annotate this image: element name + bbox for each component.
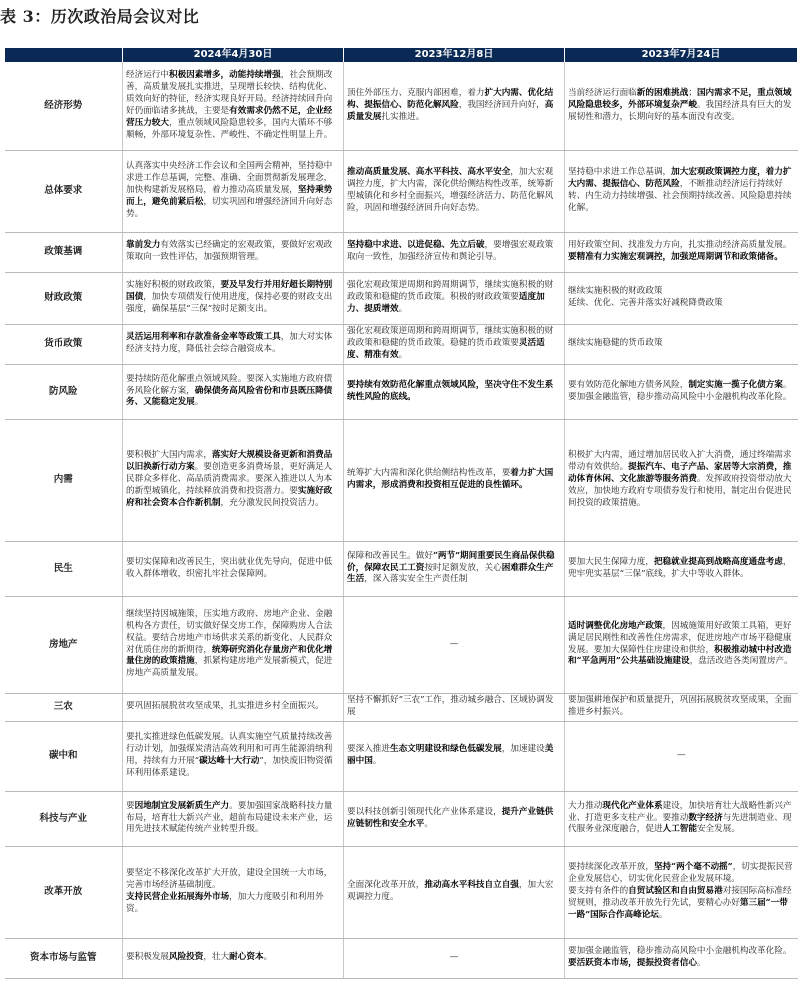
table-row [5,150,798,232]
row-category: 民生 [5,541,123,596]
row-category: 政策基调 [5,232,123,272]
table-cell: 要因地制宜发展新质生产力。要加强国家战略科技力量布局，培育壮大新兴产业，超前布局建设未来产业，运用先进技术赋能传统产业转型升级。 [123,791,344,846]
emphasis-text: 数字经济 [688,812,723,823]
table-cell: — [344,596,565,693]
row-category: 碳中和 [5,721,123,791]
emphasis-text: 落实好大规模设备更新和消费品以旧换新行动方案 [126,450,333,473]
table-cell: — [344,938,565,978]
table-cell: 要坚定不移深化改革扩大开放，建设全国统一大市场，完善市场经济基础制度。 支持民营企业拓展海外市场，加大力度吸引和利用外资。 [123,846,344,938]
emphasis-text: 灵活适度、精准有效 [347,338,545,360]
row-category: 资本市场与监管 [5,938,123,978]
table-cell: 认真落实中央经济工作会议和全国两会精神，坚持稳中求进工作总基调，完整、准确、全面贯彻新发展理念，加快构建新发展格局，着力推动高质量发展，坚持乘势而上，避免前紧后松，切实巩固和增强经济回升向好态势。 [123,150,344,232]
emphasis-text: 高质量发展 [347,99,554,122]
emphasis-text: 要活跃资本市场，提振投资者信心 [568,958,697,968]
header-row [5,48,798,62]
table-row [5,272,798,324]
emphasis-text: 提升产业链供应链韧性和安全水平 [347,806,554,829]
emphasis-text: 碳达峰十大行动 [199,756,260,766]
table-cell: 坚持稳中求进工作总基调，加大宏观政策调控力度，着力扩大内需、提振信心、防范风险，不断推动经济运行持续好转、内生动力持续增强、社会预期持续改善、风险隐患持续化解。 [565,150,798,232]
emphasis-text: 因地制宜发展新质生产力 [134,800,230,811]
table-cell: 强化宏观政策逆周期和跨周期调节，继续实施积极的财政政策和稳健的货币政策。积极的财政政策要适度加力、提质增效。 [344,272,565,324]
table-row [5,791,798,846]
table-cell: 要加强耕地保护和质量提升，巩固拓展脱贫攻坚成果，全面推进乡村振兴。 [565,693,798,721]
table-cell: 保障和改善民生。做好“两节”期间重要民生商品保供稳价，保障农民工工资按时足额发放，关心困难群众生产生活，深入落实安全生产责任制 [344,541,565,596]
emphasis-text: 确保债务高风险省份和市县既压降债务、又能稳定发展 [126,385,333,408]
emphasis-text: 要持续有效防范化解重点领域风险，坚决守住不发生系统性风险的底线。 [347,379,554,402]
table-cell: 要以科技创新引领现代化产业体系建设，提升产业链供应链韧性和安全水平。 [344,791,565,846]
table-cell: 要加大民生保障力度，把稳就业提高到战略高度通盘考虑，兜牢兜实基层“三保”底线，扩大中等收入群体。 [565,541,798,596]
table-cell: 要深入推进生态文明建设和绿色低碳发展，加速建设美丽中国。 [344,721,565,791]
table-cell: 当前经济运行面临新的困难挑战；国内需求不足，重点领域风险隐患较多，外部环境复杂严峻。我国经济具有巨大的发展韧性和潜力，长期向好的基本面没有改变。 [565,62,798,150]
table-cell: 要扎实推进绿色低碳发展。认真实施空气质量持续改善行动计划，加强煤炭清洁高效利用和可再生能源消纳利用，持续有力开展“碳达峰十大行动”，加快废旧物资循环利用体系建设。 [123,721,344,791]
row-category: 改革开放 [5,846,123,938]
table-cell: 坚持不懈抓好“三农”工作，推动城乡融合、区域协调发展 [344,693,565,721]
emphasis-text: 把稳就业提高到战略高度通盘考虑 [653,556,783,567]
header-2023-12-08: 2023年12月8日 [344,48,565,62]
table-cell: 要积极发展风险投资，壮大耐心资本。 [123,938,344,978]
table-cell: 经济运行中积极因素增多，动能持续增强，社会预期改善，高质量发展扎实推进，呈现增长较快、结构优化、质效向好的特征，经济实现良好开局。经济持续回升向好仍面临诸多挑战，主要是有效需求仍然不足，企业经营压力较大，重点领域风险隐患较多，国内大循环不够顺畅，外部环境复杂性、严峻性、不确定性明显上升。 [123,62,344,150]
emphasis-text: 着力扩大国内需求，形成消费和投资相互促进的良性循环。 [347,468,554,490]
row-category: 货币政策 [5,324,123,364]
table-cell: 实施好积极的财政政策，要及早发行并用好超长期特别国债，加快专项债发行使用进度，保持必要的财政支出强度，确保基层“三保”按时足额支出。 [123,272,344,324]
emphasis-text: 适时调整优化房地产政策 [568,620,663,631]
table-cell: 适时调整优化房地产政策，因城施策用好政策工具箱，更好满足居民刚性和改善性住房需求，促进房地产市场平稳健康发展。要加大保障性住房建设和供给，积极推动城中村改造和“平急两用”公共基础设施建设，盘活改造各类闲置房产。 [565,596,798,693]
emphasis-text: 统筹研究消化存量房产和优化增量住房的政策措施 [126,644,333,667]
table-row [5,364,798,419]
table-row [5,324,798,364]
table-cell: 继续实施稳健的货币政策 [565,324,798,364]
emphasis-text: 要精准有力实施宏观调控，加强逆周期调节和政策储备。 [568,252,783,262]
emphasis-text: 耐心资本 [229,952,264,963]
table-cell: 要持续防范化解重点领域风险。要深入实施地方政府债务风险化解方案，确保债务高风险省份和市县既压降债务、又能稳定发展。 [123,364,344,419]
emphasis-text: 第三届“一带一路”国际合作高峰论坛 [568,897,788,920]
emphasis-text: 坚持乘势而上，避免前紧后松 [126,185,333,207]
table-cell: 全面深化改革开放，推动高水平科技自立自强，加大宏观调控力度。 [344,846,565,938]
row-category: 防风险 [5,364,123,419]
row-category: 财政政策 [5,272,123,324]
table-cell: 推动高质量发展、高水平科技、高水平安全，加大宏观调控力度，扩大内需，深化供给侧结构性改革，统筹新型城镇化和乡村全面振兴，增强经济活力、防范化解风险，巩固和增强经济回升向好态势。 [344,150,565,232]
table-cell: 要加强金融监管，稳步推动高风险中小金融机构改革化险。 要活跃资本市场，提振投资者信心。 [565,938,798,978]
emphasis-text: 自贸试验区和自由贸易港 [628,886,723,897]
table-cell: 大力推动现代化产业体系建设，加快培育壮大战略性新兴产业、打造更多支柱产业。要推动数字经济与先进制造业、现代服务业深度融合，促进人工智能安全发展。 [565,791,798,846]
emphasis-text: 推动高质量发展、高水平科技、高水平安全 [347,167,511,178]
emphasis-text: 适度加力、提质增效 [347,292,545,314]
table-row [5,693,798,721]
emphasis-text: 新的困难挑战 [636,87,689,98]
table-title: 表 3：历次政治局会议对比 [0,7,200,26]
emphasis-text: 国内需求不足，重点领域风险隐患较多，外部环境复杂严峻 [568,87,792,110]
emphasis-text: 提振汽车、电子产品、家居等大宗消费，推动体育休闲、文化旅游等服务消费 [568,462,792,485]
table-cell: 靠前发力有效落实已经确定的宏观政策，要做好宏观政策取向一致性评估，加强预期管理。 [123,232,344,272]
emphasis-text: 现代化产业体系 [602,800,663,811]
row-category: 房地产 [5,596,123,693]
emphasis-text: 生态文明建设和绿色低碳发展 [389,744,502,755]
table-row [5,596,798,693]
emphasis-text: 美丽中国 [347,744,554,766]
table-cell: 要切实保障和改善民生，突出就业优先导向，促进中低收入群体增收，织密扎牢社会保障网。 [123,541,344,596]
table-cell: 要巩固拓展脱贫攻坚成果，扎实推进乡村全面振兴。 [123,693,344,721]
emphasis-text: 坚持稳中求进、以进促稳、先立后破 [347,240,485,251]
header-2023-07-24: 2023年7月24日 [565,48,798,62]
emphasis-text: 困难群众生产生活 [347,562,554,585]
row-category: 内需 [5,419,123,541]
emphasis-text: 灵活运用利率和存款准备金率等政策工具 [126,332,281,343]
emphasis-text: 坚持“两个毫不动摇” [653,862,733,873]
emphasis-text: 有效需求仍然不足，企业经营压力较大 [126,105,333,128]
table-cell: 要积极扩大国内需求，落实好大规模设备更新和消费品以旧换新行动方案。要创造更多消费场景，更好满足人民群众多样化、高品质消费需求。要深入推进以人为本的新型城镇化，持续释放消费和投资潜力。要实施好政府和社会资本合作新机制，充分激发民间投资活力。 [123,419,344,541]
emphasis-text: 人工智能 [662,824,697,835]
table-row [5,938,798,978]
table-cell: 继续坚持因城施策，压实地方政府、房地产企业、金融机构各方责任，切实做好保交房工作，保障购房人合法权益。要结合房地产市场供求关系的新变化、人民群众对优质住房的新期待，统筹研究消化存量房产和优化增量住房的政策措施，抓紧构建房地产发展新模式，促进房地产高质量发展。 [123,596,344,693]
emphasis-text: “两节”期间重要民生商品保供稳价，保障农民工工资 [347,550,555,573]
table-row [5,232,798,272]
table-cell: 强化宏观政策逆周期和跨周期调节，继续实施积极的财政政策和稳健的货币政策。稳健的货币政策要灵活适度、精准有效。 [344,324,565,364]
table-row [5,62,798,150]
comparison-table [4,48,798,979]
table-cell: 积极扩大内需，通过增加居民收入扩大消费，通过终端需求带动有效供给。提振汽车、电子产品、家居等大宗消费，推动体育休闲、文化旅游等服务消费。发挥政府投资带动放大效应，加快地方政府专项债券发行和使用，制定出台促进民间投资的政策措施。 [565,419,798,541]
row-category: 总体要求 [5,150,123,232]
emphasis-text: 加大宏观政策调控力度，着力扩大内需、提振信心、防范风险 [568,167,792,190]
table-cell: 顶住外部压力、克服内部困难，着力扩大内需、优化结构、提振信心、防范化解风险，我国经济回升向好，高质量发展扎实推进。 [344,62,565,150]
table-cell: 坚持稳中求进、以进促稳、先立后破，要增强宏观政策取向一致性，加强经济宣传和舆论引导。 [344,232,565,272]
table-cell [344,364,565,419]
table-cell: 要有效防范化解地方债务风险，制定实施一揽子化债方案。要加强金融监管，稳步推动高风险中小金融机构改革化险。 [565,364,798,419]
emphasis-text: 支持民营企业拓展海外市场 [126,892,230,902]
table-row [5,419,798,541]
row-category: 经济形势 [5,62,123,150]
emphasis-text: 靠前发力 [126,240,161,251]
table-cell: 灵活运用利率和存款准备金率等政策工具，加大对实体经济支持力度，降低社会综合融资成本。 [123,324,344,364]
table-row [5,846,798,938]
row-category: 三农 [5,693,123,721]
emphasis-text: 制定实施一揽子化债方案 [688,379,783,390]
row-category: 科技与产业 [5,791,123,846]
table-cell: 统筹扩大内需和深化供给侧结构性改革，要着力扩大国内需求，形成消费和投资相互促进的良性循环。 [344,419,565,541]
table-row [5,541,798,596]
emphasis-text: 积极因素增多，动能持续增强 [168,70,281,81]
emphasis-text: 推动高水平科技自立自强 [424,880,519,891]
emphasis-text: 扩大内需、优化结构、提振信心、防范化解风险 [347,87,554,110]
emphasis-text: 实施好政府和社会资本合作新机制 [126,485,333,508]
table-cell: 继续实施积极的财政政策 延续、优化、完善并落实好减税降费政策 [565,272,798,324]
header-category [5,48,123,62]
header-2024-04-30: 2024年4月30日 [123,48,344,62]
emphasis-text: 风险投资 [168,952,204,963]
emphasis-text: 积极推动城中村改造和“平急两用”公共基础设施建设 [568,644,792,667]
table-cell: — [565,721,798,791]
table-row [5,721,798,791]
emphasis-text: 要及早发行并用好超长期特别国债 [126,280,333,303]
table-cell: 用好政策空间、找准发力方向，扎实推动经济高质量发展。要精准有力实施宏观调控，加强逆周期调节和政策储备。 [565,232,798,272]
table-cell: 要持续深化改革开放，坚持“两个毫不动摇”，切实提振民营企业发展信心，切实优化民营企业发展环境。 要支持有条件的自贸试验区和自由贸易港对接国际高标准经贸规则，推动改革开放先行先试，要精心办好第三届“一带一路”国际合作高峰论坛。 [565,846,798,938]
